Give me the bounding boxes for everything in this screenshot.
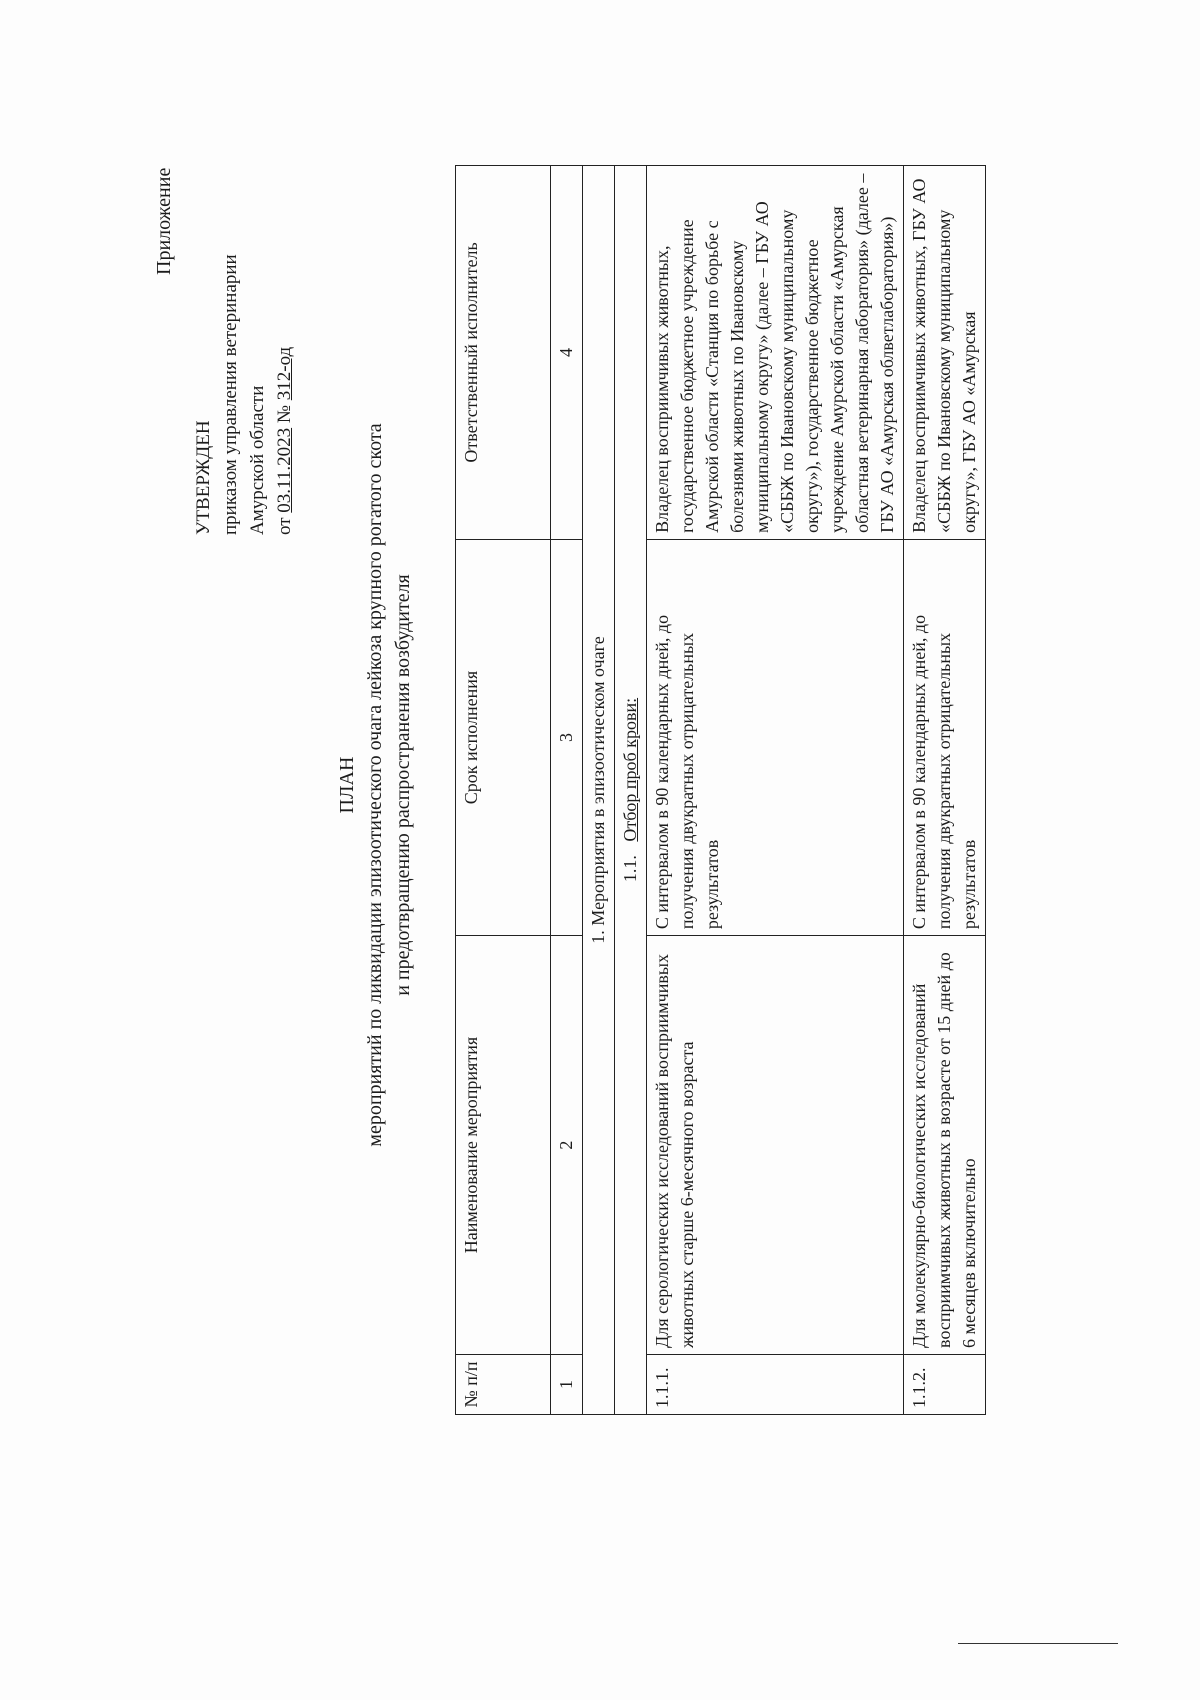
- approval-line-2: приказом управления ветеринарии: [220, 254, 241, 535]
- row-num: 1.1.2.: [904, 1354, 986, 1414]
- approval-date-line: [271, 115, 298, 535]
- approval-number: 312-од: [274, 346, 295, 401]
- approval-block: [190, 115, 298, 535]
- row-term: С интервалом в 90 календарных дней, до получения двукратных отрицательных результатов: [647, 539, 904, 935]
- subsection-cell: [615, 166, 647, 1415]
- signature-line: [958, 1643, 1118, 1644]
- approval-date: 03.11.2023: [274, 427, 295, 513]
- table-row: [647, 166, 904, 1415]
- row-name: Для серологических исследований восприимчивых животных старше 6-месячного возраста: [647, 936, 904, 1355]
- row-name: Для молекулярно-биологических исследований восприимчивых животных в возрасте от 15 дней до 6 месяцев включительно: [904, 936, 986, 1355]
- subsection-num: 1.1.: [620, 855, 640, 883]
- subsection-row: [615, 166, 647, 1415]
- col-number-3: 3: [551, 539, 583, 935]
- plan-title: [333, 335, 417, 1235]
- col-number-2: 2: [551, 936, 583, 1355]
- header-executor: Ответственный исполнитель: [456, 166, 551, 540]
- approval-num-sign: №: [274, 405, 295, 424]
- col-number-4: 4: [551, 166, 583, 540]
- plan-title-line-2: и предотвращению распространения возбудителя: [392, 574, 414, 996]
- header-term: Срок исполнения: [456, 539, 551, 935]
- section-title: 1. Мероприятия в эпизоотическом очаге: [583, 166, 615, 1415]
- column-number-row: [551, 166, 583, 1415]
- row-num: 1.1.1.: [647, 1354, 904, 1414]
- row-executor: Владелец восприимчивых животных, ГБУ АО «СББЖ по Ивановскому муниципальному округу», ГБУ АО «Амурская: [904, 166, 986, 540]
- plan-title-main: ПЛАН: [336, 756, 358, 814]
- table-header-row: [456, 166, 551, 1415]
- row-executor: Владелец восприимчивых животных, государственное бюджетное учреждение Амурской области «Станция по борьбе с болезнями животных по Ивановскому муниципальному округу» (далее – ГБУ АО «СББЖ по Ивановскому муниципальному округу»), государственное бюджетное учреждение Амурской области «Амурская областная ветеринарная лаборатория» (далее – ГБУ АО «Амурская облветлаборатория»): [647, 166, 904, 540]
- approval-line-3: Амурской области: [247, 385, 268, 535]
- plan-title-line-1: мероприятий по ликвидации эпизоотического очага лейкоза крупного рогатого скота: [364, 423, 386, 1147]
- header-name: Наименование мероприятия: [456, 936, 551, 1355]
- plan-table: [455, 165, 986, 1415]
- row-term: С интервалом в 90 календарных дней, до получения двукратных отрицательных результатов: [904, 539, 986, 935]
- table-row: [904, 166, 986, 1415]
- appendix-label: Приложение: [153, 167, 175, 275]
- approval-prefix: от: [274, 517, 295, 535]
- rotated-content: [125, 75, 1025, 1535]
- subsection-title: Отбор проб крови:: [620, 697, 640, 842]
- section-row: [583, 166, 615, 1415]
- col-number-1: 1: [551, 1354, 583, 1414]
- approval-line-1: УТВЕРЖДЕН: [193, 420, 214, 535]
- header-num: № п/п: [456, 1354, 551, 1414]
